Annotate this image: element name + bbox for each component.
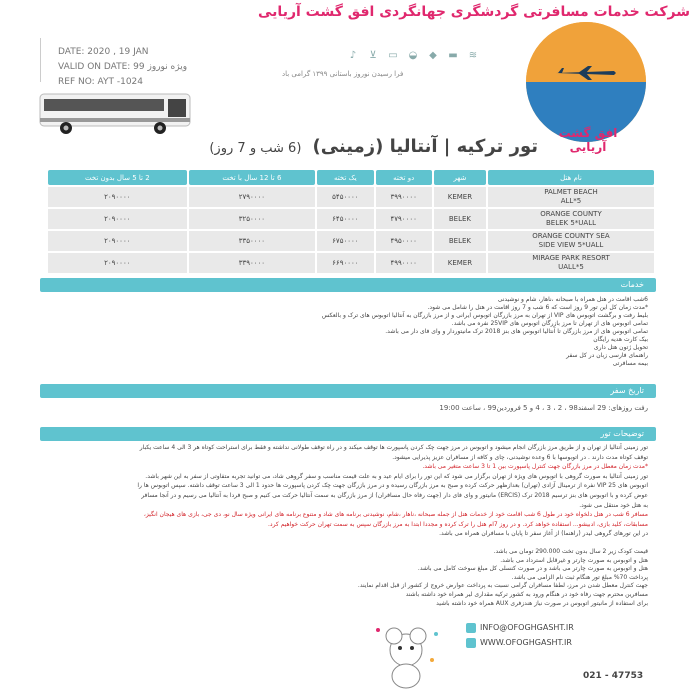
table-row bbox=[48, 231, 654, 251]
dates-header bbox=[40, 384, 656, 398]
car-icon: ◆ bbox=[429, 50, 437, 61]
list-item: تمامی اتوبوس های از تهران تا مرز بازرگان اتوبوس های 25VIP نفره می باشد. bbox=[451, 320, 648, 327]
col-child-2-5: 2 تا 5 سال بدون تخت bbox=[48, 170, 187, 185]
col-single: یک تخته bbox=[317, 170, 373, 185]
price-child-6-12: ۳۳۵۰۰۰۰ bbox=[189, 231, 316, 251]
list-item: 6شب اقامت در هتل همراه با صبحانه ،ناهار، شام و نوشیدنی bbox=[497, 296, 648, 303]
date-text: DATE: 2020 , 19 JAN bbox=[58, 47, 149, 57]
rates-table bbox=[46, 168, 656, 275]
list-item: بیمه مسافرتی bbox=[612, 360, 648, 367]
price-child-2-5: ۲۰۹۰۰۰۰ bbox=[48, 209, 187, 229]
price-double: ۳۹۹۰۰۰۰ bbox=[376, 187, 432, 207]
note-line: پرداخت 70% مبلغ تور هنگام ثبت نام الزامی می باشد. bbox=[511, 573, 648, 581]
list-item: تحویل ژتون هتل داری bbox=[593, 344, 648, 351]
rates-header-row bbox=[48, 170, 654, 185]
logo-text: افق گشت آریایی bbox=[558, 126, 618, 154]
list-item: بلیط رفت و برگشت اتوبوس های VIP از تهران به مرز بازرگان اتوبوس ایرانی و از مرز بازرگان به آنتالیا اتوبوس های ترک و بالعکس bbox=[321, 312, 648, 319]
price-single: ۶۴۵۰۰۰۰ bbox=[317, 209, 373, 229]
tv-icon: ▭ bbox=[388, 50, 398, 61]
globe-icon bbox=[466, 638, 476, 648]
list-item: *مدت زمان کل این تور 9 روز است که 6 شب و 7 روز اقامت در هتل را شامل می شود. bbox=[427, 304, 648, 311]
price-double: ۴۹۵۰۰۰۰ bbox=[376, 231, 432, 251]
table-row bbox=[48, 253, 654, 273]
wifi-icon: ≋ bbox=[468, 50, 478, 61]
desc-line: مسابقات، کلید بازی، ادبیشو... استفاده خواهد کرد. و در روز 7ام هتل را ترک کرده و مجددا ابتدا به مرز بازرگان سپس به سمت تهران حرکت خواهیم کرد. bbox=[267, 520, 648, 528]
col-hotel: نام هتل bbox=[488, 170, 654, 185]
desc-line: تور زمینی آنتالیا به صورت گروهی با اتوبوس های ویژه از تهران برگزار می شود که این تور را برای ایام عید و به علت قیمت مناسب و سفر گروهی شاد، می توانید تجربه متفاوتی از سفر به این شهر باشد. bbox=[145, 472, 648, 480]
ref-number: REF NO: AYT -1024 bbox=[58, 77, 143, 87]
col-double: دو تخته bbox=[376, 170, 432, 185]
contact-block bbox=[466, 620, 574, 650]
amenity-icons bbox=[270, 50, 480, 64]
email-text[interactable]: INFO@OFOGHGASHT.IR bbox=[480, 623, 574, 632]
price-child-6-12: ۳۳۹۰۰۰۰ bbox=[189, 253, 316, 273]
table-row bbox=[48, 209, 654, 229]
plane-icon bbox=[554, 66, 618, 80]
email-icon bbox=[466, 623, 476, 633]
hotel-city: KEMER bbox=[434, 253, 486, 273]
table-row bbox=[48, 187, 654, 207]
hotel-name: MIRAGE PARK RESORT 5*UALL bbox=[488, 253, 654, 273]
price-single: ۵۴۵۰۰۰۰ bbox=[317, 187, 373, 207]
desc-line: اتوبوس های VIP 25 نفره از ترمینال آزادی (تهران) بعدازظهر حرکت کرده و صبح به مرز بازرگان رسیده و در مرز بازرگان جهت چک کردن پاسپورت ها حدود 1 الی 3 ساعت توقف داشته. سپس اتوبوس ها را bbox=[137, 482, 648, 490]
price-child-2-5: ۲۰۹۰۰۰۰ bbox=[48, 253, 187, 273]
tour-title-row bbox=[38, 136, 538, 164]
website-text[interactable]: WWW.OFOGHGASHT.IR bbox=[480, 638, 572, 647]
mic-icon: ♪ bbox=[349, 50, 357, 61]
meta-block bbox=[58, 45, 187, 90]
tour-notes bbox=[48, 548, 648, 608]
price-child-2-5: ۲۰۹۰۰۰۰ bbox=[48, 231, 187, 251]
nowruz-greeting: فرا رسیدن نوروز باستانی ۱۳۹۹ گرامی باد bbox=[282, 70, 404, 78]
valid-date-text: VALID ON DATE: 99 ویژه نوروز bbox=[58, 62, 188, 72]
dates-heading: تاریخ سفر bbox=[610, 386, 644, 395]
note-line: برای استفاده از مانیتور اتوبوس در صورت نیاز هندزفری AUX همراه خود داشته باشید bbox=[436, 599, 648, 607]
services-list bbox=[48, 296, 648, 368]
col-child-6-12: 6 تا 12 سال با تخت bbox=[189, 170, 316, 185]
hotel-city: KEMER bbox=[434, 187, 486, 207]
email-row[interactable] bbox=[466, 620, 574, 635]
services-header bbox=[40, 278, 656, 292]
bed-icon: ▬ bbox=[448, 50, 458, 61]
price-double: ۴۷۹۰۰۰۰ bbox=[376, 209, 432, 229]
desc-heading: توضیحات تور bbox=[600, 429, 644, 438]
hotel-city: BELEK bbox=[434, 209, 486, 229]
desc-line: مسافر 6 شب در هتل دلخواه خود در طول 6 شب اقامت خود از خدمات هتل از جمله صبحانه ،ناهار ،شام، نوشیدنی برنامه های شاد و متنوع برنامه های ایرانی ویژه سال نو، دی جی، بازی های هیجان انگیز، bbox=[143, 511, 648, 519]
company-logo bbox=[526, 22, 646, 142]
price-single: ۶۷۵۰۰۰۰ bbox=[317, 231, 373, 251]
tour-title: تور ترکیه | آنتالیا (زمینی) bbox=[312, 136, 538, 157]
desc-line: به هتل خود منتقل می شود. bbox=[579, 501, 648, 509]
drink-icon: ⊻ bbox=[369, 50, 377, 61]
desc-line: تور زمینی آنتالیا از تهران و از طریق مرز بازرگان انجام میشود و اتوبوس در مرز جهت چک کردن پاسپورت ها توقف میکند و در راه توقف طولانی نداشته و فقط برای استراحت کوتاه هر 3 الی 4 ساعت یکبار bbox=[139, 444, 648, 451]
services-heading: خدمات bbox=[620, 280, 644, 289]
bus-icon bbox=[36, 88, 196, 136]
phone-number[interactable]: 021 - 47753 bbox=[583, 671, 644, 681]
hotel-city: BELEK bbox=[434, 231, 486, 251]
divider bbox=[40, 38, 41, 82]
mascot-illustration bbox=[366, 620, 446, 692]
hotel-name: PALMET BEACH 5*ALL bbox=[488, 187, 654, 207]
list-item: راهنمای فارسی زبان در کل سفر bbox=[566, 352, 648, 359]
desc-line: *مدت زمان معطل در مرز بازرگان جهت کنترل پاسپورت بین 1 تا 3 ساعت متغیر می باشد. bbox=[422, 463, 648, 471]
tour-description bbox=[48, 444, 648, 540]
company-name: شرکت خدمات مسافرتی گردشگری جهانگردی افق گشت آریایی bbox=[258, 4, 690, 20]
hotel-name: ORANGE COUNTY SEA SIDE VIEW 5*UALL bbox=[488, 231, 654, 251]
travel-dates: رفت روزهای: 29 اسفند98 ، 2 ، 3 ، 4 و 5 فروردین99 ، ساعت 19:00 bbox=[439, 404, 648, 412]
price-child-6-12: ۳۲۵۰۰۰۰ bbox=[189, 209, 316, 229]
list-item: تمامی اتوبوس های از مرز بازرگان تا آنتالیا اتوبوس های بنز 2018 ترک مانیتوردار و وای فای دار می باشد. bbox=[385, 328, 648, 335]
desc-line: عوض کرده و با اتوبوس های بنز ترسیم 2018 ترک (ERCIS) مانیتور و وای فای دار (جهت رفاه حال مسافران) از مرز بازرگان به سمت آنتالیا حرکت می کنیم و صبح فردا به آنتالیا می رسیم و در آنجا مسافر bbox=[141, 491, 648, 499]
price-double: ۴۹۹۰۰۰۰ bbox=[376, 253, 432, 273]
note-line: هتل و اتوبوس به صورت چارتر و غیرقابل استرداد می باشد. bbox=[500, 556, 648, 564]
note-line: هتل و اتوبوس به صورت چارتر می باشد و در صورت کنسلی کل مبلغ سوخت کامل می باشد. bbox=[417, 565, 648, 573]
hotel-name: ORANGE COUNTY BELEK 5*UALL bbox=[488, 209, 654, 229]
note-line: مسافرین محترم جهت رفاه خود در هنگام ورود به کشور ترکیه مقداری لیر همراه خود داشته باشند bbox=[405, 590, 648, 598]
col-city: شهر bbox=[434, 170, 486, 185]
note-line: جهت کنترل معطل شدن در مرز، لطفا مسافران گرامی نسبت به پرداخت عوارض خروج از کشور از قبل اقدام نمایند. bbox=[357, 582, 648, 590]
website-row[interactable] bbox=[466, 635, 574, 650]
price-single: ۶۶۹۰۰۰۰ bbox=[317, 253, 373, 273]
dish-icon: ◒ bbox=[408, 50, 418, 61]
list-item: بیک کارت هدیه رایگان bbox=[593, 336, 648, 343]
note-line: قیمت کودک زیر 2 سال بدون تخت 290.000 تومان می باشد. bbox=[493, 548, 648, 555]
desc-line: در این تورهای گروهی لیدر (راهنما) از آغاز سفر تا پایان با مسافران همراه می باشد. bbox=[439, 530, 648, 538]
tour-duration: (6 شب و 7 روز) bbox=[209, 141, 302, 156]
price-child-2-5: ۲۰۹۰۰۰۰ bbox=[48, 187, 187, 207]
desc-line: توقف کوتاه مدت دارند . در اتوبوسها با 6 وعده نوشیدنی، چای و کافه از مسافران عزیز پذیرایی میشود. bbox=[392, 453, 648, 461]
price-child-6-12: ۲۷۹۰۰۰۰ bbox=[189, 187, 316, 207]
desc-header bbox=[40, 427, 656, 441]
